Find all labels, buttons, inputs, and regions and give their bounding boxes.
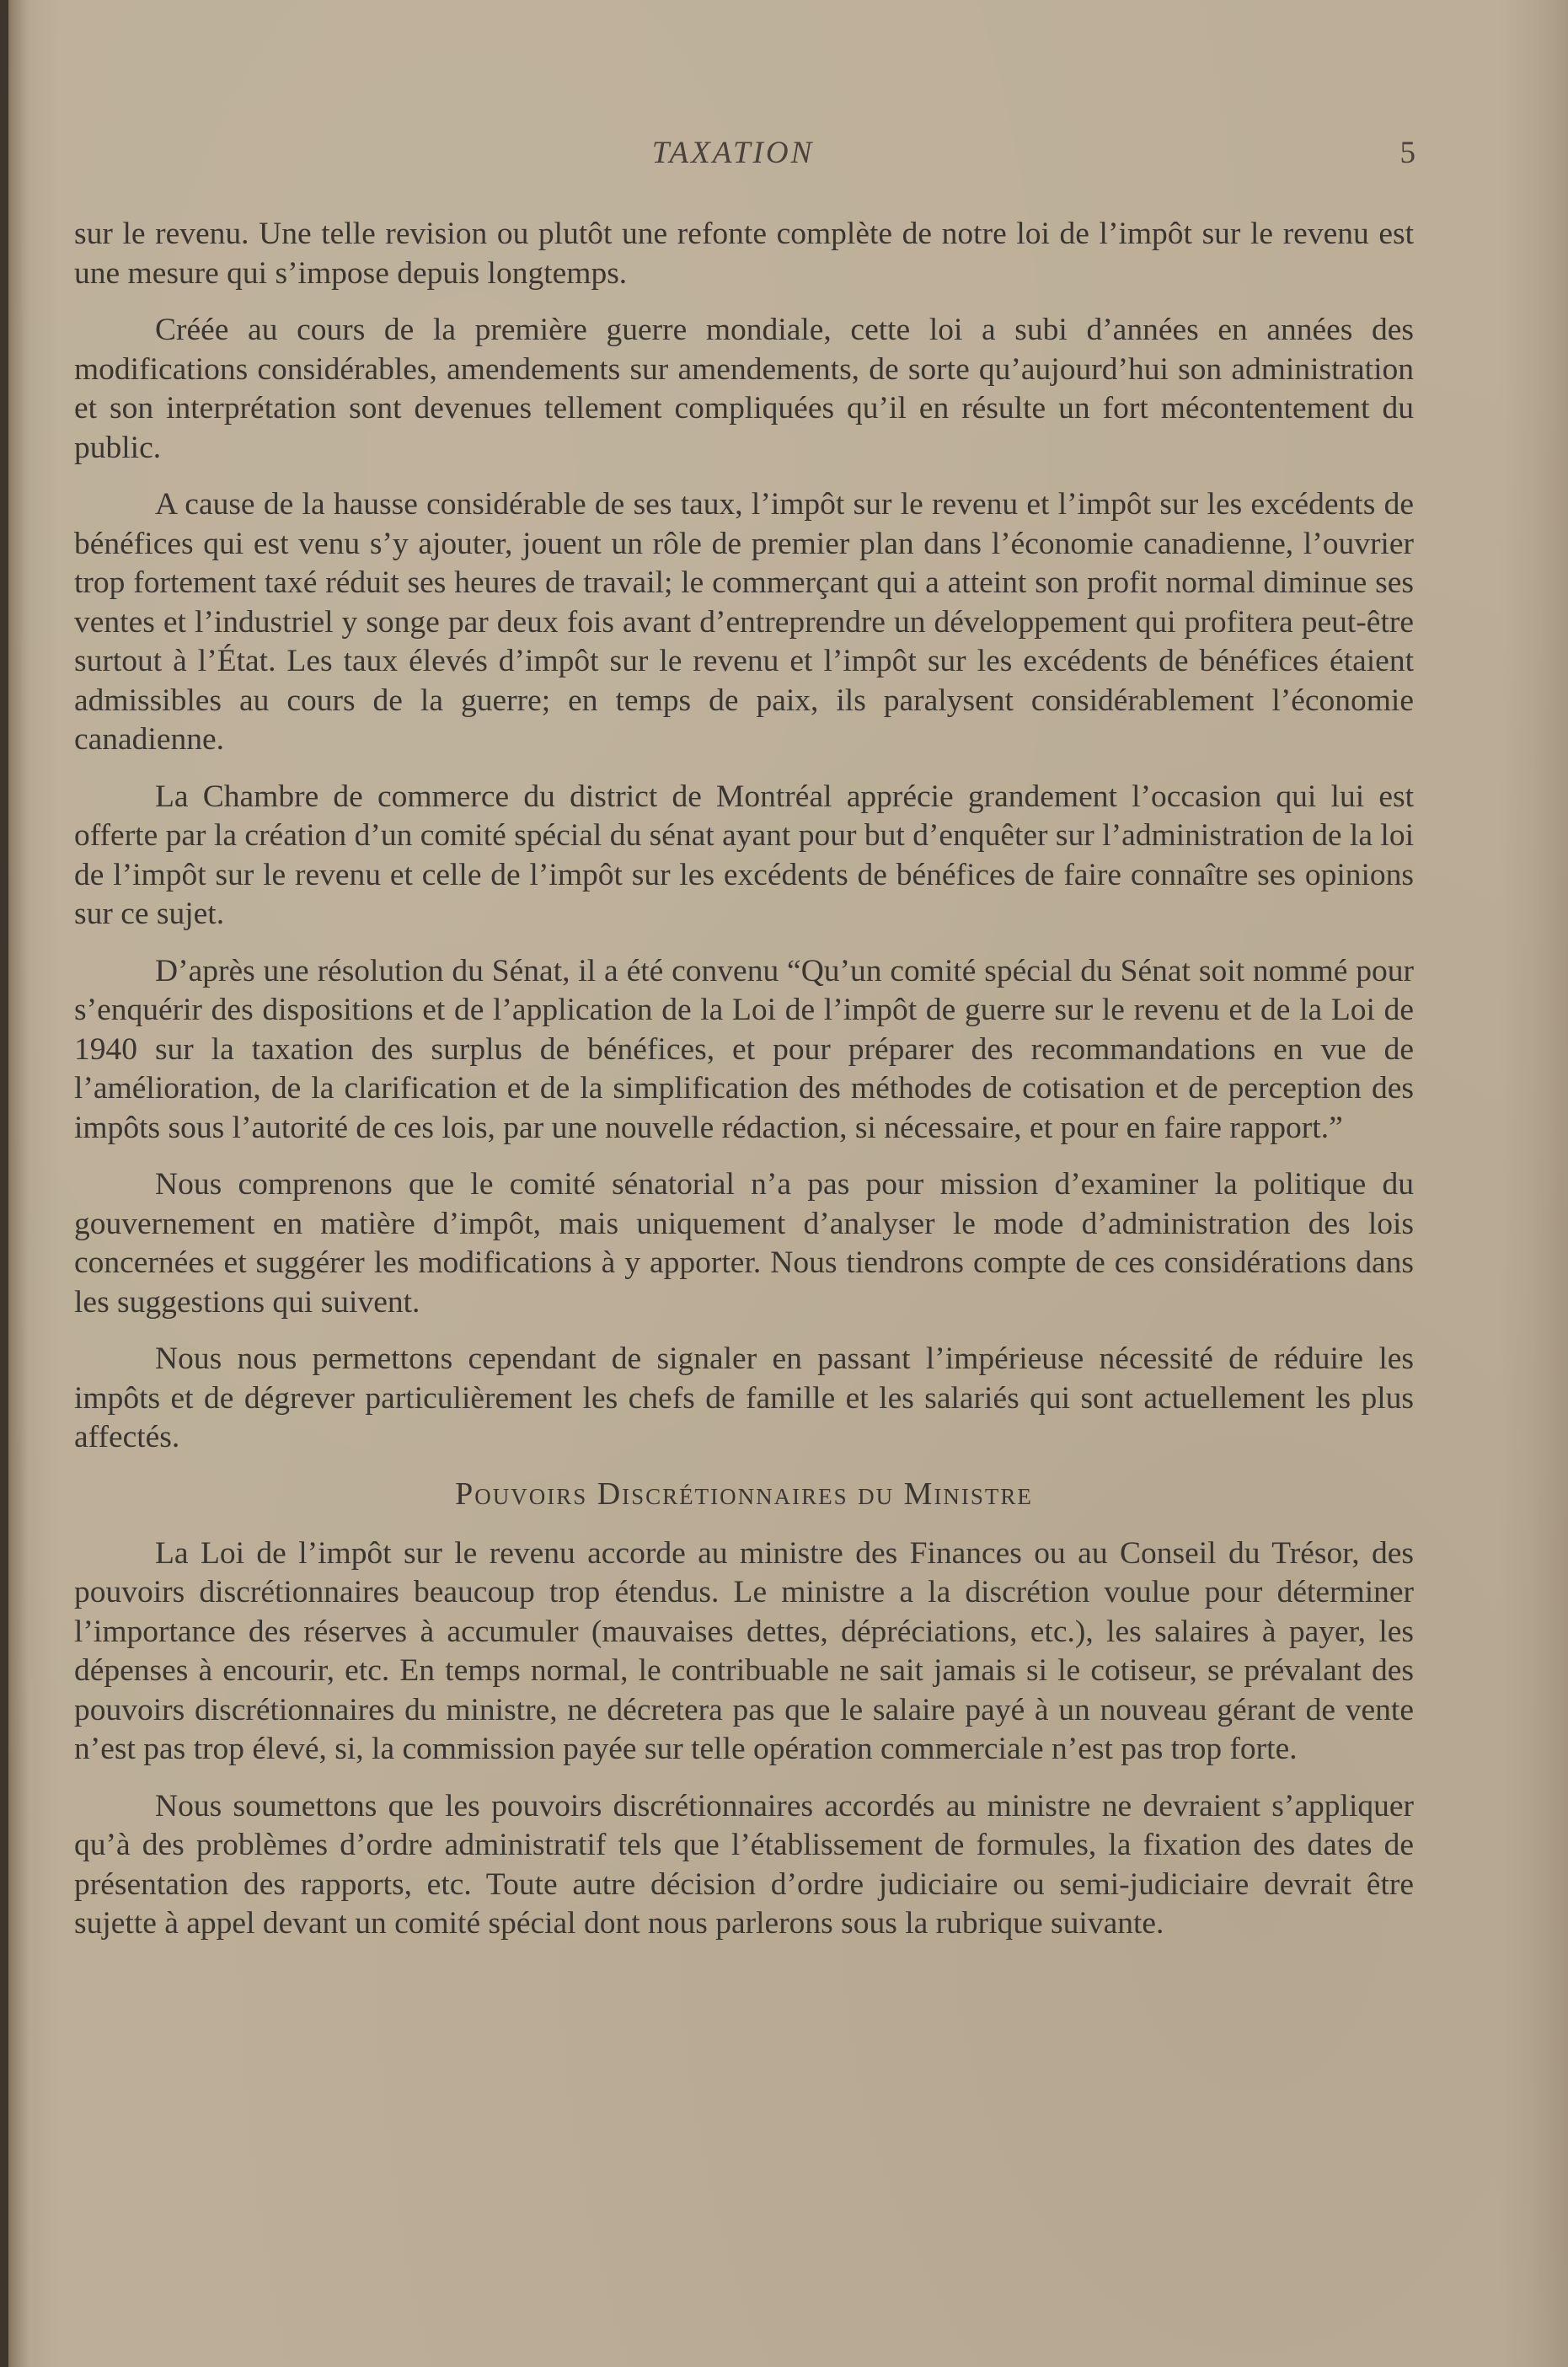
paragraph: La Chambre de commerce du district de Montréal apprécie grandement l’occasion qui lui est offerte par la création d’un comité spécial du sénat ayant pour but d’enquêter sur l’administration de la loi de l’impôt sur le revenu et celle de l’impôt sur les excédents de bénéfices de faire connaître ses opinions sur ce sujet. bbox=[74, 779, 1414, 931]
page-header bbox=[0, 135, 1568, 177]
paragraph: Nous nous permettons cependant de signaler en passant l’impérieuse nécessité de réduire les impôts et de dégrever particulièrement les chefs de famille et les salariés qui sont actuellement les plus affectés. bbox=[74, 1341, 1414, 1454]
page-number: 5 bbox=[1399, 136, 1415, 170]
running-title: TAXATION bbox=[651, 136, 815, 170]
body-text bbox=[74, 215, 1414, 1962]
binding-edge bbox=[0, 0, 8, 2367]
paragraph: sur le revenu. Une telle revision ou plutôt une refonte complète de notre loi de l’impôt sur le revenu est une mesure qui s’impose depuis longtemps. bbox=[74, 217, 1414, 291]
paragraph: Créée au cours de la première guerre mondiale, cette loi a subi d’années en années des modifications considérables, amendements sur amendements, de sorte qu’aujourd’hui son administration et son interprétation sont devenues tellement compliquées qu’il en résulte un fort mécontentement du public. bbox=[74, 313, 1414, 465]
paragraph: La Loi de l’impôt sur le revenu accorde au ministre des Finances ou au Conseil du Trésor, des pouvoirs discrétionnaires beaucoup trop étendus. Le ministre a la discrétion voulue pour déterminer l’importance des réserves à accumuler (mauvaises dettes, dépréciations, etc.), les salaires à payer, les dépenses à encourir, etc. En temps normal, le contribuable ne sait jamais si le cotiseur, se prévalant des pouvoirs discrétionnaires du ministre, ne décretera pas que le salaire payé à un nouveau gérant de vente n’est pas trop élevé, si, la commission payée sur telle opération commerciale n’est pas trop forte. bbox=[74, 1535, 1414, 1766]
paragraph: Nous soumettons que les pouvoirs discrétionnaires accordés au ministre ne devraient s’appliquer qu’à des problèmes d’ordre administratif tels que l’établissement de formules, la fixation des dates de présentation des rapports, etc. Toute autre décision d’ordre judiciaire ou semi-judiciaire devrait être sujette à appel devant un comité spécial dont nous parlerons sous la rubrique suivante. bbox=[74, 1788, 1414, 1941]
paragraph: Nous comprenons que le comité sénatorial n’a pas pour mission d’examiner la politique du gouvernement en matière d’impôt, mais uniquement d’analyser le mode d’administration des lois concernées et suggérer les modifications à y apporter. Nous tiendrons compte de ces considérations dans les suggestions qui suivent. bbox=[74, 1167, 1414, 1320]
paragraph: D’après une résolution du Sénat, il a été convenu “Qu’un comité spécial du Sénat soit nommé pour s’enquérir des dispositions et de l’application de la Loi de l’impôt de guerre sur le revenu et de la Loi de 1940 sur la taxation des surplus de bénéfices, et pour préparer des recommandations en vue de l’amélioration, de la clarification et de la simplification des méthodes de cotisation et de perception des impôts sous l’autorité de ces lois, par une nouvelle rédaction, si nécessaire, et pour en faire rapport.” bbox=[74, 953, 1414, 1145]
paragraph: A cause de la hausse considérable de ses taux, l’impôt sur le revenu et l’impôt sur les excédents de bénéfices qui est venu s’y ajouter, jouent un rôle de premier plan dans l’économie canadienne, l’ouvrier trop fortement taxé réduit ses heures de travail; le commerçant qui a atteint son profit normal diminue ses ventes et l’industriel y songe par deux fois avant d’entreprendre un développement qui profitera peut-être surtout à l’État. Les taux élevés d’impôt sur le revenu et l’impôt sur les excédents de bénéfices étaient admissibles au cours de la guerre; en temps de paix, ils paralysent considérablement l’économie canadienne. bbox=[74, 487, 1414, 757]
section-heading: Pouvoirs Discrétionnaires du Ministre bbox=[455, 1475, 1033, 1512]
